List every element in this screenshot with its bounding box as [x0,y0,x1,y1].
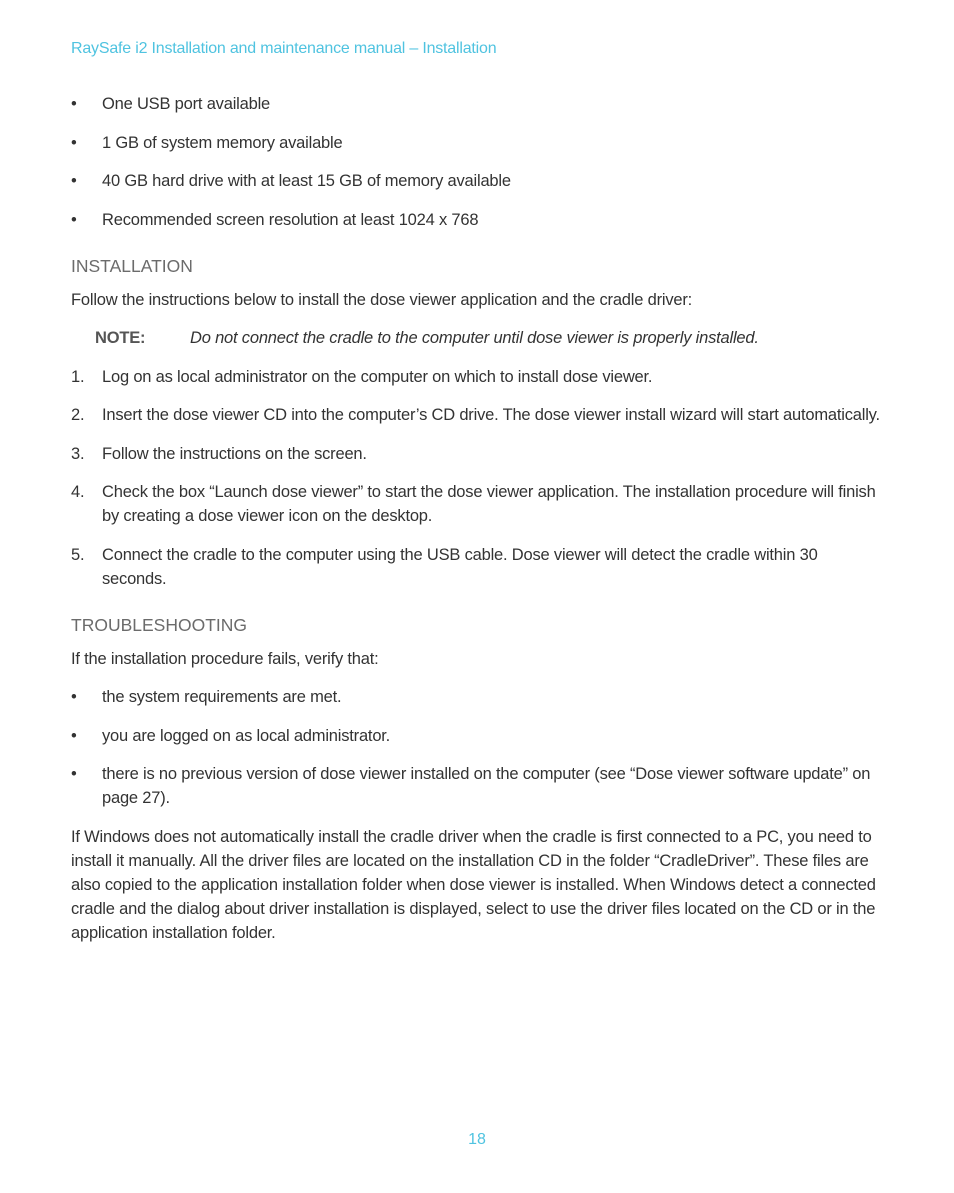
step-item [71,365,883,389]
bullet-marker: • [71,172,77,190]
note-block [95,326,883,350]
list-item [71,169,883,193]
list-item [71,685,883,709]
step-number: 4. [71,483,85,501]
list-item [71,724,883,748]
list-item-text: Recommended screen resolution at least 1024 x 768 [102,210,479,229]
bullet-marker: • [71,765,77,783]
requirements-list [71,92,883,232]
step-text: Follow the instructions on the screen. [102,444,367,463]
step-text: Log on as local administrator on the computer on which to install dose viewer. [102,367,653,386]
bullet-marker: • [71,726,77,745]
list-item [71,131,883,155]
list-item-text: the system requirements are met. [102,688,342,706]
installation-heading: INSTALLATION [71,255,193,276]
step-item [71,480,883,528]
step-text: Insert the dose viewer CD into the computer’s CD drive. The dose viewer install wizard will start automatically. [102,406,880,424]
bullet-marker: • [71,210,77,229]
troubleshooting-heading: TROUBLESHOOTING [71,614,247,635]
installation-intro: Follow the instructions below to install the dose viewer application and the cradle driver: [71,290,693,309]
list-item-text: One USB port available [102,95,271,113]
bullet-marker: • [71,133,77,152]
list-item-text: there is no previous version of dose viewer installed on the computer (see “Dose viewer software update” on page 27). [102,765,871,807]
list-item [71,92,883,116]
note-text: Do not connect the cradle to the computer until dose viewer is properly installed. [190,329,759,347]
step-item [71,403,883,427]
page-number: 18 [468,1131,486,1148]
step-text: Connect the cradle to the computer using the USB cable. Dose viewer will detect the cradle within 30 seconds. [102,545,818,588]
list-item [71,762,883,810]
step-number: 2. [71,406,85,424]
bullet-marker: • [71,688,77,706]
page-content [71,92,883,959]
note-label: NOTE: [95,329,146,347]
list-item-text: 40 GB hard drive with at least 15 GB of memory available [102,172,511,190]
list-item-text: you are logged on as local administrator. [102,726,391,745]
step-text: Check the box “Launch dose viewer” to start the dose viewer application. The installation procedure will finish by creating a dose viewer icon on the desktop. [102,483,876,525]
step-number: 1. [71,367,85,386]
list-item [71,208,883,232]
step-item [71,442,883,466]
troubleshooting-closing: If Windows does not automatically install the cradle driver when the cradle is first connected to a PC, you need to install it manually. All the driver files are located on the installation CD in the folder “CradleDriver”. These files are also copied to the application installation folder when dose viewer is installed. When Windows detect a connected cradle and the dialog about driver installation is displayed, select to use the driver files located on the CD or in the application installation folder. [71,827,876,942]
bullet-marker: • [71,95,77,113]
troubleshooting-intro: If the installation procedure fails, verify that: [71,649,379,668]
installation-steps [71,365,883,591]
troubleshooting-list [71,685,883,810]
list-item-text: 1 GB of system memory available [102,133,343,152]
step-item [71,543,883,591]
running-header: RaySafe i2 Installation and maintenance manual – Installation [71,40,497,57]
step-number: 5. [71,545,85,564]
step-number: 3. [71,444,85,463]
